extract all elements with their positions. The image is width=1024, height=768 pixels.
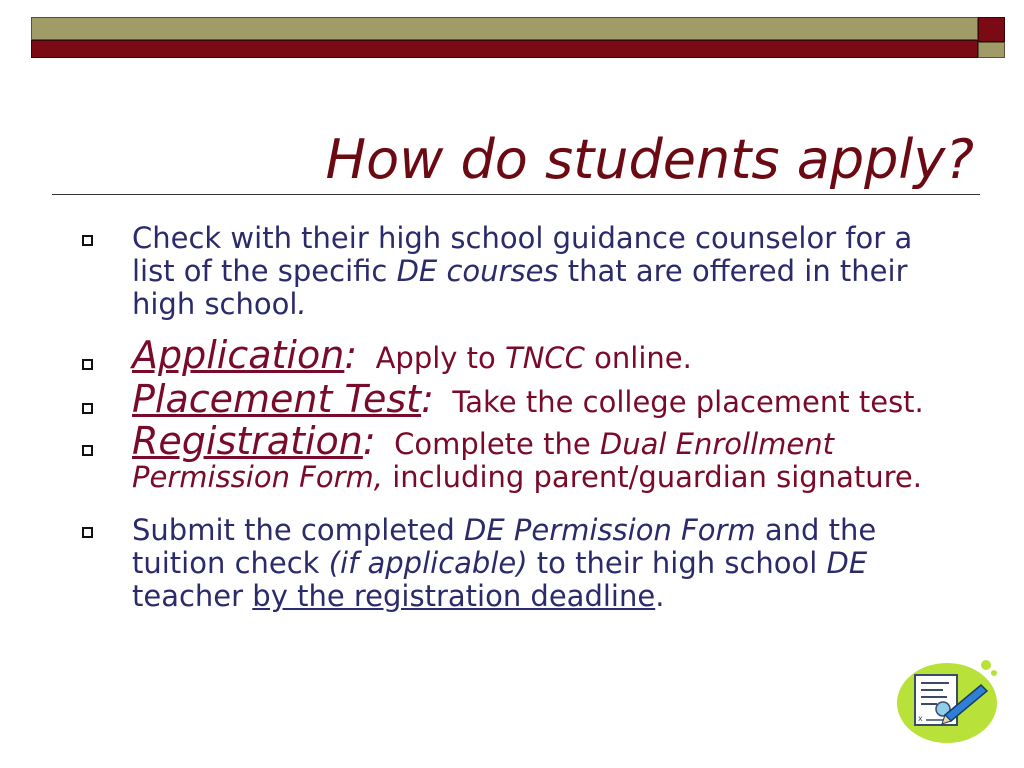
bullet-marker bbox=[82, 527, 93, 538]
bullet-marker bbox=[82, 235, 93, 246]
bullet-marker bbox=[82, 403, 93, 414]
bullet-text: and the tuition check bbox=[132, 513, 877, 580]
document-and-pen-clipart-icon bbox=[893, 657, 1001, 747]
bullet-text: including parent/guardian signature. bbox=[383, 460, 922, 494]
bullet-heading-colon: : bbox=[344, 333, 358, 377]
bullet-text-italic: DE Permission Form bbox=[464, 513, 756, 547]
title-divider bbox=[52, 194, 980, 195]
bullet-heading: Registration bbox=[132, 419, 363, 463]
bullet-text: Complete the bbox=[375, 427, 600, 461]
bullet-text-italic: . bbox=[297, 287, 307, 321]
bullet-text-italic: (if applicable) bbox=[328, 546, 528, 580]
bullet-application bbox=[82, 333, 962, 377]
bullet-text: teacher bbox=[132, 579, 253, 613]
bullet-heading: Application bbox=[132, 333, 345, 377]
bullet-text: online. bbox=[584, 341, 692, 375]
header-maroon-square bbox=[978, 17, 1005, 42]
bullet-marker bbox=[82, 445, 93, 456]
header-olive-bar bbox=[31, 17, 978, 40]
bullet-heading-colon: : bbox=[362, 419, 376, 463]
deadline-underlined-text: by the registration deadline bbox=[252, 579, 656, 613]
bullet-text: to their high school bbox=[527, 546, 827, 580]
bullet-counselor bbox=[82, 222, 962, 321]
bullet-text: Apply to bbox=[357, 341, 506, 375]
bullet-text-italic: TNCC bbox=[505, 341, 585, 375]
bullet-list bbox=[82, 222, 962, 613]
bullet-text: that are offered in their high school bbox=[132, 254, 908, 321]
bullet-text: Submit the completed bbox=[132, 513, 464, 547]
bullet-text: Check with their high school guidance counselor for a list of the specific bbox=[132, 221, 913, 288]
header-maroon-bar bbox=[31, 40, 978, 58]
header-olive-square bbox=[978, 42, 1005, 58]
bullet-marker bbox=[82, 359, 93, 370]
bullet-text-italic: DE bbox=[826, 546, 868, 580]
bullet-text-italic: Dual Enrollment Permission Form, bbox=[132, 427, 834, 494]
bullet-heading: Placement Test bbox=[132, 377, 422, 421]
bullet-heading-colon: : bbox=[421, 377, 434, 421]
bullet-text: . bbox=[655, 579, 665, 613]
svg-text:x: x bbox=[918, 714, 923, 723]
bullet-text-italic: DE courses bbox=[396, 254, 559, 288]
bullet-submit bbox=[82, 514, 962, 613]
bullet-placement-test bbox=[82, 377, 962, 421]
slide-title: How do students apply? bbox=[325, 128, 974, 191]
bullet-registration bbox=[82, 419, 962, 494]
bullet-text: Take the college placement test. bbox=[433, 385, 924, 419]
